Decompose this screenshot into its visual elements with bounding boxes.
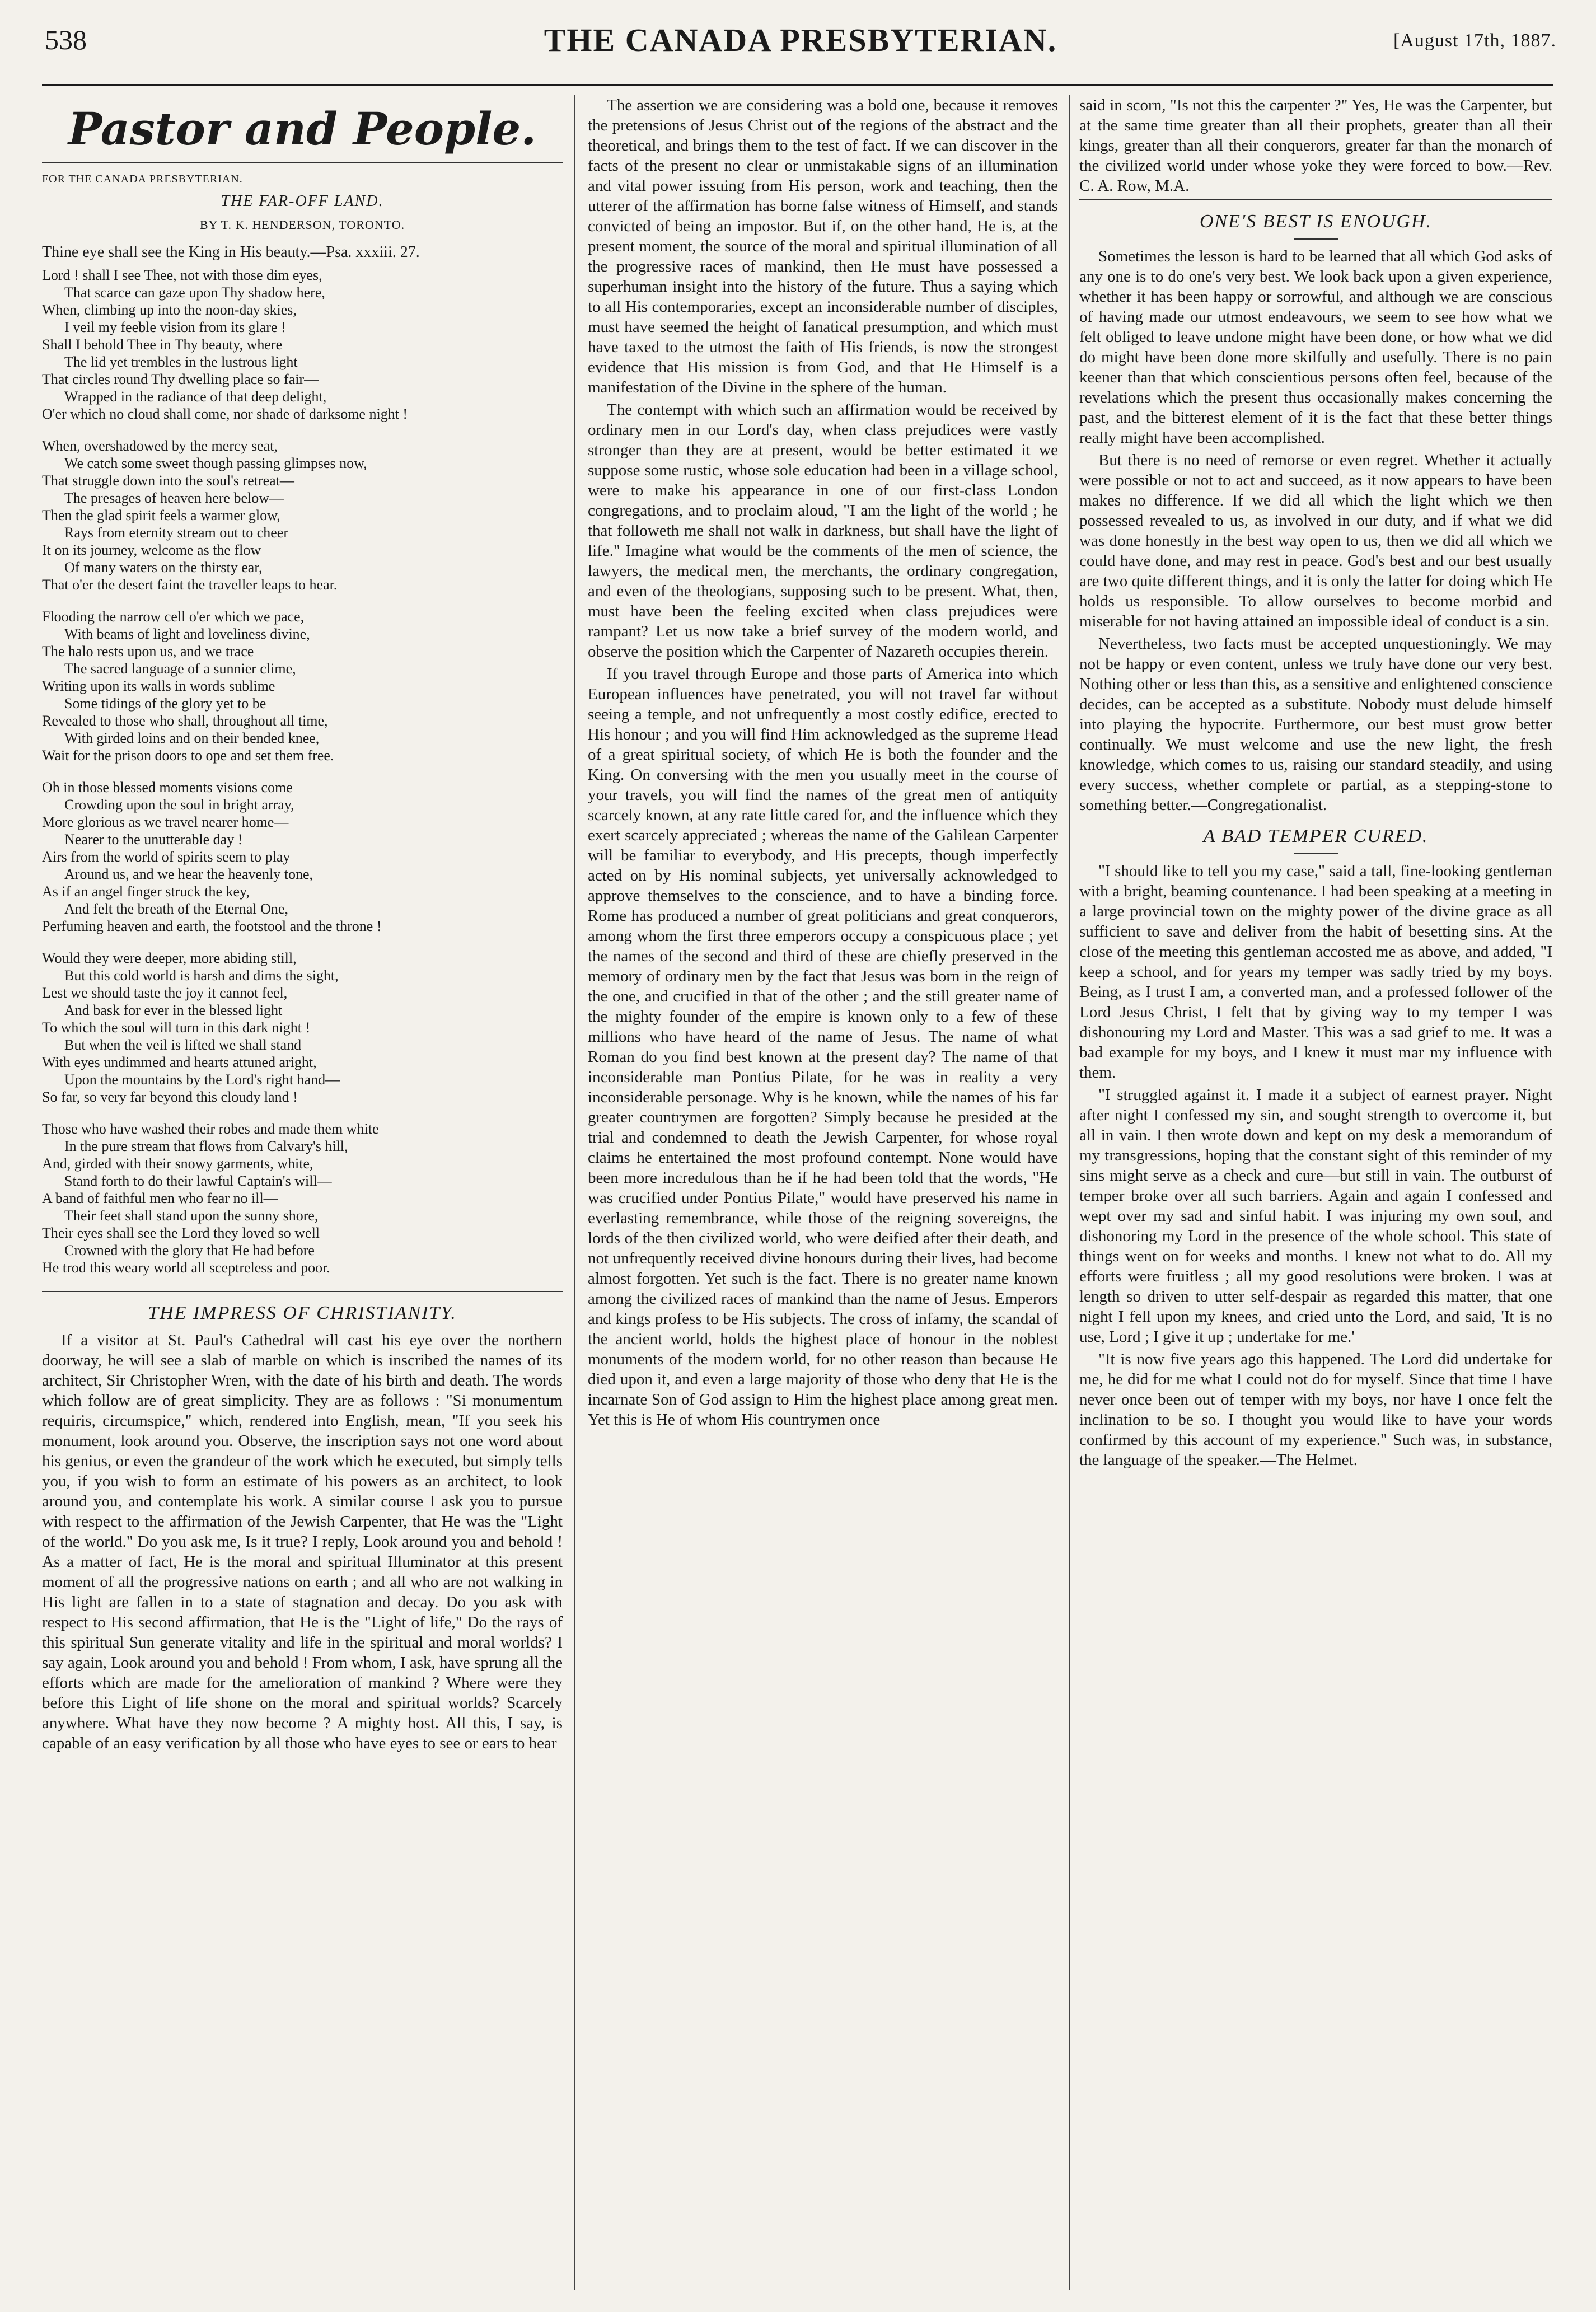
poem-line: The halo rests upon us, and we trace (42, 643, 254, 659)
poem-line: A band of faithful men who fear no ill— (42, 1190, 278, 1206)
article-title: THE IMPRESS OF CHRISTIANITY. (148, 1303, 457, 1323)
paragraph: "It is now five years ago this happened. The Lord did undertake for me, he did for me what I could not do for myself. Since that time I have never once been out of temper with my boys, nor have I once felt the inclination to be so. I thought you would like to have your words confirmed by this account of my experience." Such was, in substance, the language of the speaker.—The Helmet. (1079, 1350, 1552, 1469)
article-title: ONE'S BEST IS ENOUGH. (1199, 211, 1433, 232)
poem-line: When, climbing up into the noon-day skies, (42, 302, 297, 318)
title-rule (1294, 238, 1338, 240)
poem-title: THE FAR-OFF LAND. (221, 193, 384, 210)
poem-byline: BY T. K. HENDERSON, TORONTO. (199, 218, 405, 232)
poem-stanza (42, 949, 563, 1106)
paragraph: "I should like to tell you my case," said a tall, fine-looking gentleman with a bright, beaming countenance. I had been speaking at a meeting in a large provincial town on the mighty power of the divine grace as all sufficient to save and deliver from the habit of besetting sins. At the close of the meeting this gentleman accosted me as above, and added, "I keep a school, and for years my temper was sadly tried by my boys. Being, as I trust I am, a converted man, and a professed follower of the Lord Jesus Christ, I felt that by giving way to my temper I was dishonouring my Lord and Master. This was a sad grief to me. It was a bad example for my boys, and I knew it must mar my influence with them. (1079, 862, 1552, 1082)
poem-line: Oh in those blessed moments visions come (42, 779, 293, 795)
poem-line: Airs from the world of spirits seem to play (42, 849, 291, 865)
poem-line: Stand forth to do their lawful Captain's will— (64, 1173, 332, 1189)
poem-line: And felt the breath of the Eternal One, (64, 901, 288, 917)
poem-line: Would they were deeper, more abiding still, (42, 950, 297, 966)
poem-line: Wrapped in the radiance of that deep delight, (64, 389, 327, 405)
issue-date: [August 17th, 1887. (1393, 30, 1556, 51)
article-body (42, 1330, 563, 1753)
paragraph: Sometimes the lesson is hard to be learned that all which God asks of any one is to do one's very best. We look back upon a given experience, whether it has been happy or sorrowful, and although we are conscious of having made our utmost endeavours, we seem to see how what we felt obliged to leave undone might have been done, or how what we did do might have been done more skilfully and usefully. There is no pain keener than that which conscientious persons often feel, because of the revelations which the present thus occasionally makes concerning the past, and the bitterest element of it is the fact that these better things really might have been accomplished. (1079, 247, 1552, 447)
column-3 (1079, 95, 1552, 1472)
poem-line: Revealed to those who shall, throughout all time, (42, 713, 328, 729)
paragraph: The assertion we are considering was a bold one, because it removes the pretensions of Jesus Christ out of the regions of the abstract and the theoretical, and brings them to the test of fact. If we can discover in the facts of the present no clear or unmistakable signs of an illumination and vital power issuing from His person, work and teaching, then the utterer of the affirmation has borne false witness of Himself, and stands convicted of being an impostor. But if, on the other hand, He is, at the present moment, the source of the moral and spiritual illumination of all the progressive races of mankind, then He must have possessed a superhuman insight into the history of the future. Thus a saying which to all His contemporaries, except an inconsiderable number of disciples, must have seemed the height of fanatical presumption, and which must have taxed to the utmost the faith of His friends, is now the strongest evidence that His mission is from God, and that He Himself is a manifestation of the Divine in the sphere of the human. (588, 96, 1058, 396)
poem-line: We catch some sweet though passing glimpses now, (64, 455, 367, 471)
poem-line: Rays from eternity stream out to cheer (64, 525, 288, 541)
poem-stanza (42, 266, 563, 423)
poem-line: Writing upon its walls in words sublime (42, 678, 275, 694)
poem-stanza (42, 437, 563, 593)
poem-line: That circles round Thy dwelling place so fair— (42, 371, 319, 387)
poem-line: It on its journey, welcome as the flow (42, 542, 261, 558)
poem-line: As if an angel finger struck the key, (42, 883, 250, 900)
poem-line: Their eyes shall see the Lord they loved so well (42, 1225, 320, 1241)
poem-stanza (42, 779, 563, 935)
poem-line: With eyes undimmed and hearts attuned aright, (42, 1054, 317, 1070)
section-title: Pastor and People. (68, 102, 537, 155)
header-rule (42, 84, 1553, 86)
article-rule (42, 1291, 563, 1292)
poem-line: Some tidings of the glory yet to be (64, 695, 266, 712)
poem-line: Flooding the narrow cell o'er which we pace, (42, 609, 305, 625)
poem-line: To which the soul will turn in this dark night ! (42, 1019, 311, 1036)
poem-line: Around us, and we hear the heavenly tone, (64, 866, 313, 882)
poem-line: That o'er the desert faint the traveller leaps to hear. (42, 577, 338, 593)
poem-line: Lest we should taste the joy it cannot feel, (42, 985, 288, 1001)
poem-line: O'er which no cloud shall come, nor shade of darksome night ! (42, 406, 408, 422)
poem-line: That scarce can gaze upon Thy shadow here, (64, 284, 325, 301)
paragraph: "I struggled against it. I made it a subject of earnest prayer. Night after night I confessed my sin, and sought strength to overcome it, but all in vain. I then wrote down and kept on my desk a memorandum of my transgressions, hoping that the constant sight of this reminder of my sins might serve as a check and cure—but still in vain. The outburst of temper broke over all such barriers. Again and again I confessed and wept over my sad and sinful habit. I was injuring my own soul, and dishonoring my Lord in the presence of the whole school. This state of things went on for weeks and months. I knew not what to do. All my efforts were fruitless ; all my good resolutions were broken. I was at length so driven to utter self-despair as regarded this matter, that one night I fell upon my knees, and cried unto the Lord, and said, 'It is no use, Lord ; I give it up ; undertake for me.' (1079, 1086, 1552, 1346)
poem-line: More glorious as we travel nearer home— (42, 814, 289, 830)
page-header (45, 21, 1556, 66)
poem-line: The presages of heaven here below— (64, 490, 284, 506)
poem-line: And, girded with their snowy garments, white, (42, 1155, 313, 1172)
poem-line: Their feet shall stand upon the sunny shore, (64, 1208, 319, 1224)
poem-line: Crowding upon the soul in bright array, (64, 797, 294, 813)
poem-line: But this cold world is harsh and dims the sight, (64, 967, 339, 984)
poem-line: Wait for the prison doors to ope and set them free. (42, 747, 334, 764)
poem-line: I veil my feeble vision from its glare ! (64, 319, 286, 335)
poem-line: Lord ! shall I see Thee, not with those dim eyes, (42, 267, 322, 283)
poem-line: Perfuming heaven and earth, the footstool and the throne ! (42, 918, 382, 934)
poem-line: The lid yet trembles in the lustrous light (64, 354, 298, 370)
article-body (1079, 246, 1552, 815)
poem-line: Crowned with the glory that He had before (64, 1242, 315, 1258)
poem-stanza (42, 1120, 563, 1276)
column-divider-1 (574, 95, 575, 2290)
poem-line: Upon the mountains by the Lord's right hand— (64, 1071, 340, 1088)
article-body (1079, 861, 1552, 1470)
poem-line: The sacred language of a sunnier clime, (64, 661, 296, 677)
poem-line: He trod this weary world all sceptreless and poor. (42, 1260, 330, 1276)
poem-epigraph: Thine eye shall see the King in His beauty.—Psa. xxxiii. 27. (42, 244, 420, 261)
column-1 (42, 95, 563, 1756)
poem-line: Then the glad spirit feels a warmer glow, (42, 507, 280, 523)
poem-body (42, 266, 563, 1276)
poem-line: So far, so very far beyond this cloudy land ! (42, 1089, 298, 1105)
poem-line: And bask for ever in the blessed light (64, 1002, 283, 1018)
article-conclusion: said in scorn, "Is not this the carpenter ?" Yes, He was the Carpenter, but at the same time greater than all their prophets, greater than all their kings, greater than all their conquerors, greater far than the monarch of the civilized world under whose yoke they were forced to bow.—Rev. C. A. Row, M.A. (1079, 96, 1552, 195)
for-line: FOR THE CANADA PRESBYTERIAN. (42, 173, 243, 185)
section-rule (42, 162, 563, 163)
poem-line: Those who have washed their robes and made them white (42, 1121, 379, 1137)
paragraph: If you travel through Europe and those parts of America into which European influences have penetrated, you will not travel far without seeing a temple, and not unfrequently a most costly edifice, erected to His honour ; and you will find Him acknowledged as the supreme Head of a great spiritual society, of which He is both the founder and the King. On conversing with the men you usually meet in the course of your travels, you will find the names of the great men of antiquity scarcely known, at any rate little cared for, and the influence which they exert scarcely appreciated ; whereas the name of the Galilean Carpenter will be familiar to everybody, and His precepts, though imperfectly acted on by His nominal subjects, yet universally acknowledged to approve themselves to the conscience, and to have a binding force. Rome has produced a number of great politicians and great conquerors, among whom the first three emperors occupy a conspicuous place ; yet the names of the second and third of these are chiefly preserved in the memory of ordinary men by the fact that Jesus was born in the reign of the one, and crucified in that of the other ; and the still greater name of the mighty founder of the empire is known only to a few of these millions who have heard of the name of Jesus. The name of what Roman do you find best known at the present day? The name of that inconsiderable man Pontius Pilate, for he was in reality a very inconsiderable personage. Why is he known, while the names of his far greater countrymen are forgotten? Simply because he presided at the trial and condemned to death the Jewish Carpenter, for whose royal claims he entertained the most profound contempt. None would have been more incredulous than he if he had been told that the words, "He was crucified under Pontius Pilate," would have preserved his name in everlasting remembrance, while those of the reigning sovereigns, the lords of the then civilized world, who were deified after their death, and not unfrequently received divine honours during their lives, had become almost forgotten. Yet such is the fact. There is no greater name known among the civilized races of mankind than the name of Jesus. Emperors and kings profess to be His subjects. The cross of infamy, the scandal of the ancient world, holds the highest place of honour in the noblest monuments of the modern world, for no other reason than because He died upon it, and even a large majority of those who deny that He is the incarnate Son of God assign to Him the highest place among great men. Yet this is He of whom His countrymen once (588, 665, 1058, 1429)
title-rule (1294, 853, 1338, 854)
column-2 (588, 95, 1058, 1432)
paragraph: The contempt with which such an affirmation would be received by ordinary men in our Lord's day, when class prejudices were vastly stronger than they are at present, would be better estimated it we suppose some rustic, whose sole education had been in a village school, were to make his appearance in one of our first-class London congregations, and to proclaim aloud, "I am the light of the world ; he that followeth me shall not walk in darkness, but shall have the light of life." Imagine what would be the comments of the men of science, the lawyers, the medical men, the merchants, the ordinary congregation, and even of the theologians, supposing such to be present. What, then, must have been the feeling excited when class prejudices were rampant? Let us now take a brief survey of the modern world, and observe the position which the Carpenter of Nazareth occupies therein. (588, 401, 1058, 661)
poem-line: That struggle down into the soul's retreat— (42, 472, 294, 489)
poem-stanza (42, 608, 563, 764)
paragraph: Nevertheless, two facts must be accepted unquestioningly. We may not be happy or even content, unless we truly have done our very best. Nothing other or less than this, as a sensitive and enlightened conscience decides, can be accepted as a substitute. Nobody must delude himself into playing the hypocrite. Furthermore, our best must grow better continually. We must welcome and use the new light, the fresh knowledge, which comes to us, raising our standard steadily, and using every success, whether complete or partial, as a stepping-stone to something better.—Congregationalist. (1079, 635, 1552, 814)
article-title: A BAD TEMPER CURED. (1203, 826, 1429, 846)
poem-line: Of many waters on the thirsty ear, (64, 559, 263, 575)
poem-line: With beams of light and loveliness divine, (64, 626, 310, 642)
column-divider-2 (1069, 95, 1070, 2290)
poem-line: Nearer to the unutterable day ! (64, 831, 243, 848)
page-number: 538 (45, 24, 87, 55)
poem-line: But when the veil is lifted we shall stand (64, 1037, 302, 1053)
paragraph: But there is no need of remorse or even regret. Whether it actually were possible or not to act and succeed, as it now appears to have been makes no difference. If we did all which the light which we then possessed revealed to us, as involved in our duty, and if what we did was done honestly in the best way open to us, then we did all which we could have done, and may rest in peace. God's best and our best usually are two quite different things, and it is only the latter for doing which He holds us responsible. To allow ourselves to become morbid and miserable for not having attained an impossible ideal of conduct is a sin. (1079, 451, 1552, 630)
paragraph: If a visitor at St. Paul's Cathedral will cast his eye over the northern doorway, he will see a slab of marble on which is inscribed the names of its architect, Sir Christopher Wren, with the date of his birth and death. The words which follow are of great simplicity. They are as follows : "Si monumentum requiris, circumspice," which, rendered into English, mean, "If you seek his monument, look around you. Observe, the inscription says not one word about his genius, or even the grandeur of the work which he executed, but simply tells you, if you wish to form an estimate of his powers as an architect, to look around you, and contemplate his work. A similar course I ask you to pursue with respect to the affirmation of the Jewish Carpenter, that He was the "Light of the world." Do you ask me, Is it true? I reply, Look around you and behold ! As a matter of fact, He is the moral and spiritual Illuminator at this present moment of all the progressive nations on earth ; and all who are not walking in His light are fallen in to a state of stagnation and decay. Do you ask with respect to His second affirmation, that He is the "Light of life," Do the rays of this spiritual Sun generate vitality and life in the spiritual and moral worlds? I say again, Look around you and behold ! From whom, I ask, have sprung all the efforts which are made for the amelioration of mankind ? Where were they before this Light of life shone on the moral and spiritual worlds? Scarcely anywhere. What have they now become ? A mighty host. All this, I say, is capable of an easy verification by all those who have eyes to see or ears to hear (42, 1331, 563, 1752)
newspaper-title: THE CANADA PRESBYTERIAN. (544, 22, 1057, 58)
poem-line: With girded loins and on their bended knee, (64, 730, 320, 746)
poem-line: In the pure stream that flows from Calvary's hill, (64, 1138, 348, 1154)
poem-line: When, overshadowed by the mercy seat, (42, 438, 278, 454)
article-rule (1079, 199, 1552, 200)
article-continued (588, 95, 1058, 1430)
poem-line: Shall I behold Thee in Thy beauty, where (42, 336, 283, 353)
